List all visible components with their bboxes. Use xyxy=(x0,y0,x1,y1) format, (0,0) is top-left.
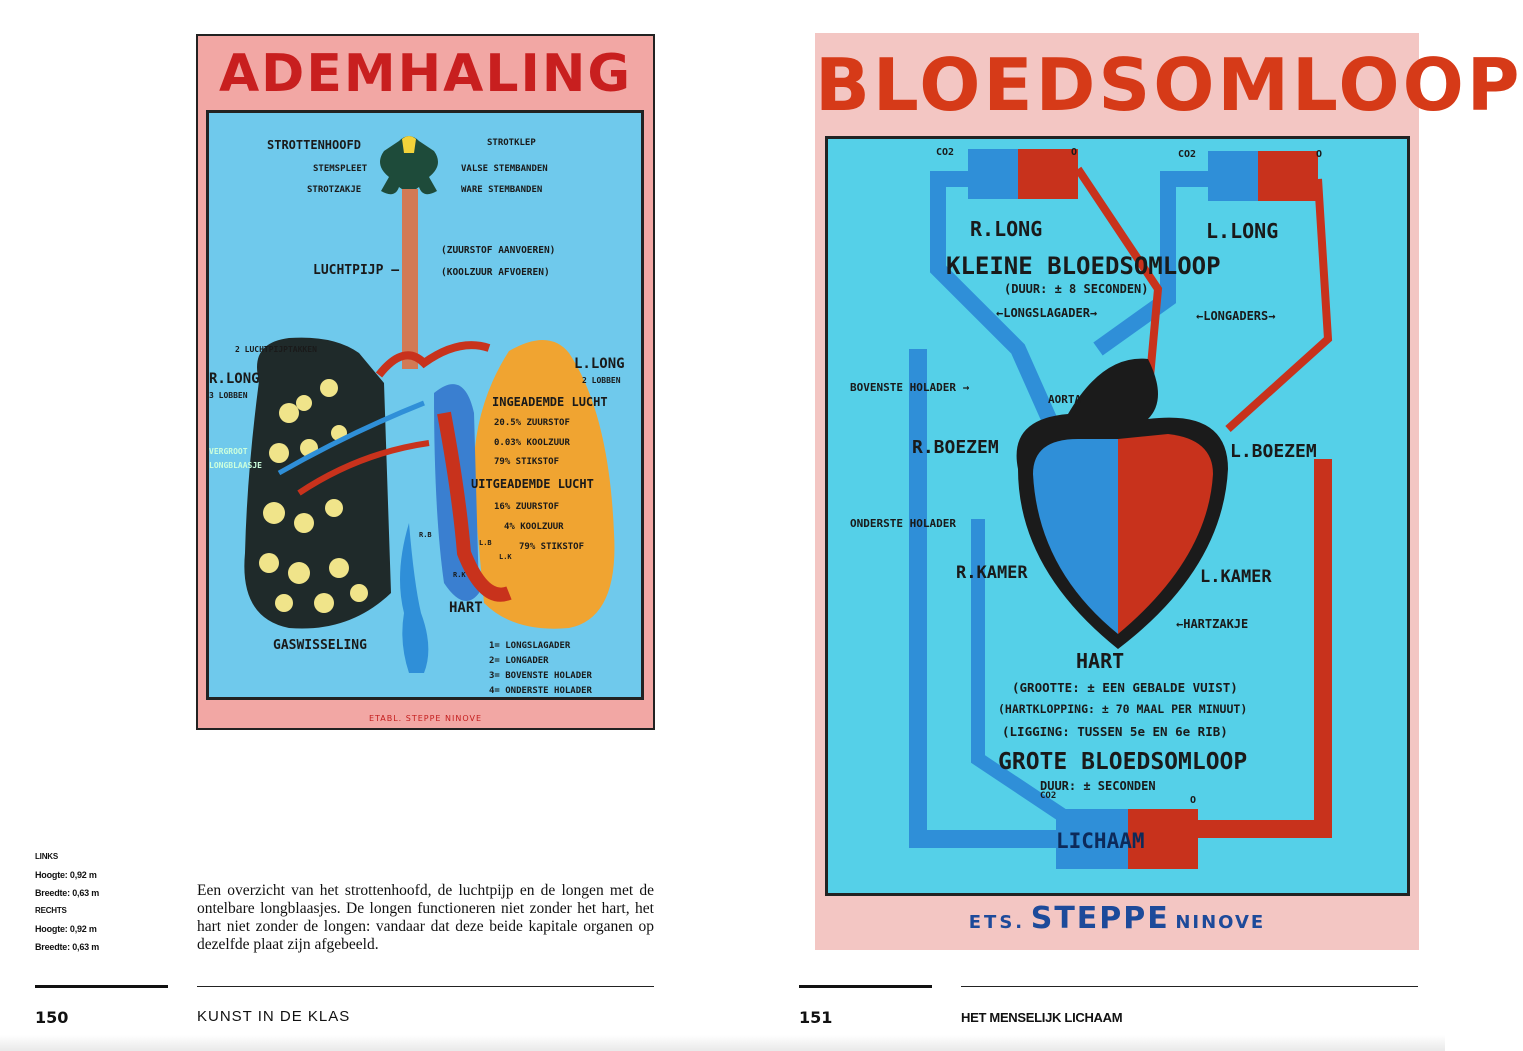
label-lb: L.B xyxy=(479,539,492,547)
footer-rule-left xyxy=(197,986,654,987)
label-longblaasje: LONGBLAASJE xyxy=(209,461,262,470)
legend-item-3: 3= BOVENSTE HOLADER xyxy=(489,671,592,681)
poster-title: ADEMHALING xyxy=(218,44,633,104)
legend-item-2: 2= LONGADER xyxy=(489,656,549,666)
page-number-left: 150 xyxy=(35,1008,69,1027)
page-bottom-shadow xyxy=(0,1035,1445,1051)
label-hart: HART xyxy=(1076,649,1125,673)
label-co2-left: CO2 xyxy=(936,147,955,158)
label-ingeademde-lucht: INGEADEMDE LUCHT xyxy=(492,395,608,409)
label-bovenste-holader: BOVENSTE HOLADER → xyxy=(850,381,970,394)
footer-rule-left-thick xyxy=(35,985,168,988)
label-zuurstof-aanvoeren: (ZUURSTOF AANVOEREN) xyxy=(441,245,556,256)
label-hartzakje: ←HARTZAKJE xyxy=(1176,617,1249,631)
label-r-kamer: R.KAMER xyxy=(956,563,1028,583)
label-l-kamer: L.KAMER xyxy=(1200,567,1272,587)
label-ware-stembanden: WARE STEMBANDEN xyxy=(461,185,543,195)
label-o-right: O xyxy=(1316,149,1323,160)
label-uit-koolzuur: 4% KOOLZUUR xyxy=(504,522,564,532)
label-koolzuur-afvoeren: (KOOLZUUR AFVOEREN) xyxy=(441,267,550,278)
label-r-long: R.LONG xyxy=(970,217,1043,241)
label-ligging: (LIGGING: TUSSEN 5e EN 6e RIB) xyxy=(1002,724,1228,739)
dim-links-breedte: Breedte: 0,63 m xyxy=(35,888,100,898)
label-o-left: O xyxy=(1071,147,1078,158)
pulmonary-vein-2 xyxy=(1228,179,1328,429)
running-title-right: HET MENSELIJK LICHAAM xyxy=(961,1010,1123,1025)
label-co2-right: CO2 xyxy=(1178,149,1197,160)
label-strotzakje: STROTZAKJE xyxy=(307,185,362,195)
caption: Een overzicht van het strottenhoofd, de luchtpijp en de longen met de ontelbare longblaasjes. De longen functioneren niet zonder het hart, het hart niet zonder de longen: vandaar dat deze beide kapitale organen op dezelfde plaat zijn afgebeeld. xyxy=(197,882,654,953)
aorta-arch xyxy=(379,345,489,375)
poster-ademhaling xyxy=(196,34,655,730)
label-lichaam: LICHAAM xyxy=(1056,829,1145,853)
label-grote-duur: DUUR: ± SECONDEN xyxy=(1040,779,1156,793)
dim-rechts-hoogte: Hoogte: 0,92 m xyxy=(35,924,97,934)
poster-title: BLOEDSOMLOOP xyxy=(815,43,1523,127)
trachea-shape xyxy=(402,189,418,369)
label-gaswisseling: GASWISSELING xyxy=(273,638,367,653)
label-co2-bottom: CO2 xyxy=(1040,791,1057,801)
label-r-long: R.LONG xyxy=(209,371,260,387)
label-stemspleet: STEMSPLEET xyxy=(313,164,368,174)
label-onderste-holader: ONDERSTE HOLADER xyxy=(850,517,956,530)
label-luchtpijptakken: 2 LUCHTPIJPTAKKEN xyxy=(235,345,317,354)
dim-rechts-breedte: Breedte: 0,63 m xyxy=(35,942,100,952)
label-longslagader: ←LONGSLAGADER→ xyxy=(996,306,1098,320)
label-o-bottom: O xyxy=(1190,795,1197,806)
label-hartklopping: (HARTKLOPPING: ± 70 MAAL PER MINUUT) xyxy=(998,702,1248,716)
label-grote-bloedsomloop: GROTE BLOEDSOMLOOP xyxy=(998,749,1248,775)
legend-item-1: 1= LONGSLAGADER xyxy=(489,641,571,651)
label-rb: R.B xyxy=(419,531,432,539)
label-uit-zuurstof: 16% ZUURSTOF xyxy=(494,502,560,512)
label-vergroot: VERGROOT xyxy=(209,447,248,456)
poster-bloedsomloop xyxy=(815,33,1523,950)
label-l-long: L.LONG xyxy=(574,356,625,372)
dim-links-hoogte: Hoogte: 0,92 m xyxy=(35,870,97,880)
dimensions-block xyxy=(35,848,99,956)
footer-rule-right-thick xyxy=(799,985,932,988)
label-strotklep: STROTKLEP xyxy=(487,138,536,148)
footer-steppe: STEPPE xyxy=(1030,901,1170,936)
label-grootte: (GROOTTE: ± EEN GEBALDE VUIST) xyxy=(1012,680,1238,695)
label-luchtpijp: LUCHTPIJP — xyxy=(313,263,400,278)
label-rk: R.K xyxy=(453,571,466,579)
footer-ets: ETS. xyxy=(968,912,1026,933)
label-aorta: AORTA xyxy=(1048,393,1082,406)
dim-rechts-label: RECHTS xyxy=(35,906,67,915)
label-in-zuurstof: 20.5% ZUURSTOF xyxy=(494,418,570,428)
label-r-boezem: R.BOEZEM xyxy=(912,437,999,458)
heart-blue-shape xyxy=(400,523,428,673)
epiglottis-shape xyxy=(402,136,416,153)
running-title-left: KUNST IN DE KLAS xyxy=(197,1008,351,1025)
label-uit-stikstof: 79% STIKSTOF xyxy=(519,542,585,552)
label-kleine-bloedsomloop: KLEINE BLOEDSOMLOOP xyxy=(946,252,1221,280)
footer-ninove: NINOVE xyxy=(1175,912,1266,933)
label-in-stikstof: 79% STIKSTOF xyxy=(494,457,560,467)
page-number-right: 151 xyxy=(799,1008,833,1027)
right-lung-box-red xyxy=(1018,149,1078,199)
label-lk: L.K xyxy=(499,553,512,561)
label-in-koolzuur: 0.03% KOOLZUUR xyxy=(494,438,570,448)
label-hart: HART xyxy=(449,600,483,616)
label-uitgeademde-lucht: UITGEADEMDE LUCHT xyxy=(471,477,594,491)
poster-panel xyxy=(206,110,644,700)
legend-item-4: 4= ONDERSTE HOLADER xyxy=(489,686,592,696)
label-r-lobben: 3 LOBBEN xyxy=(209,391,248,400)
footer-rule-right xyxy=(961,986,1418,987)
poster-credit: ETABL. STEPPE NINOVE xyxy=(368,714,483,723)
dim-links-label: LINKS xyxy=(35,852,59,861)
left-lung-box-red xyxy=(1258,151,1318,201)
poster-footer xyxy=(815,901,1419,936)
label-valse-stembanden: VALSE STEMBANDEN xyxy=(461,164,548,174)
label-strottenhoofd: STROTTENHOOFD xyxy=(267,138,361,152)
label-l-boezem: L.BOEZEM xyxy=(1230,441,1317,462)
label-longaders: ←LONGADERS→ xyxy=(1196,309,1276,323)
poster-panel xyxy=(825,136,1410,896)
label-kleine-duur: (DUUR: ± 8 SECONDEN) xyxy=(1004,282,1149,296)
label-l-long: L.LONG xyxy=(1206,219,1279,243)
label-l-lobben: 2 LOBBEN xyxy=(582,376,621,385)
